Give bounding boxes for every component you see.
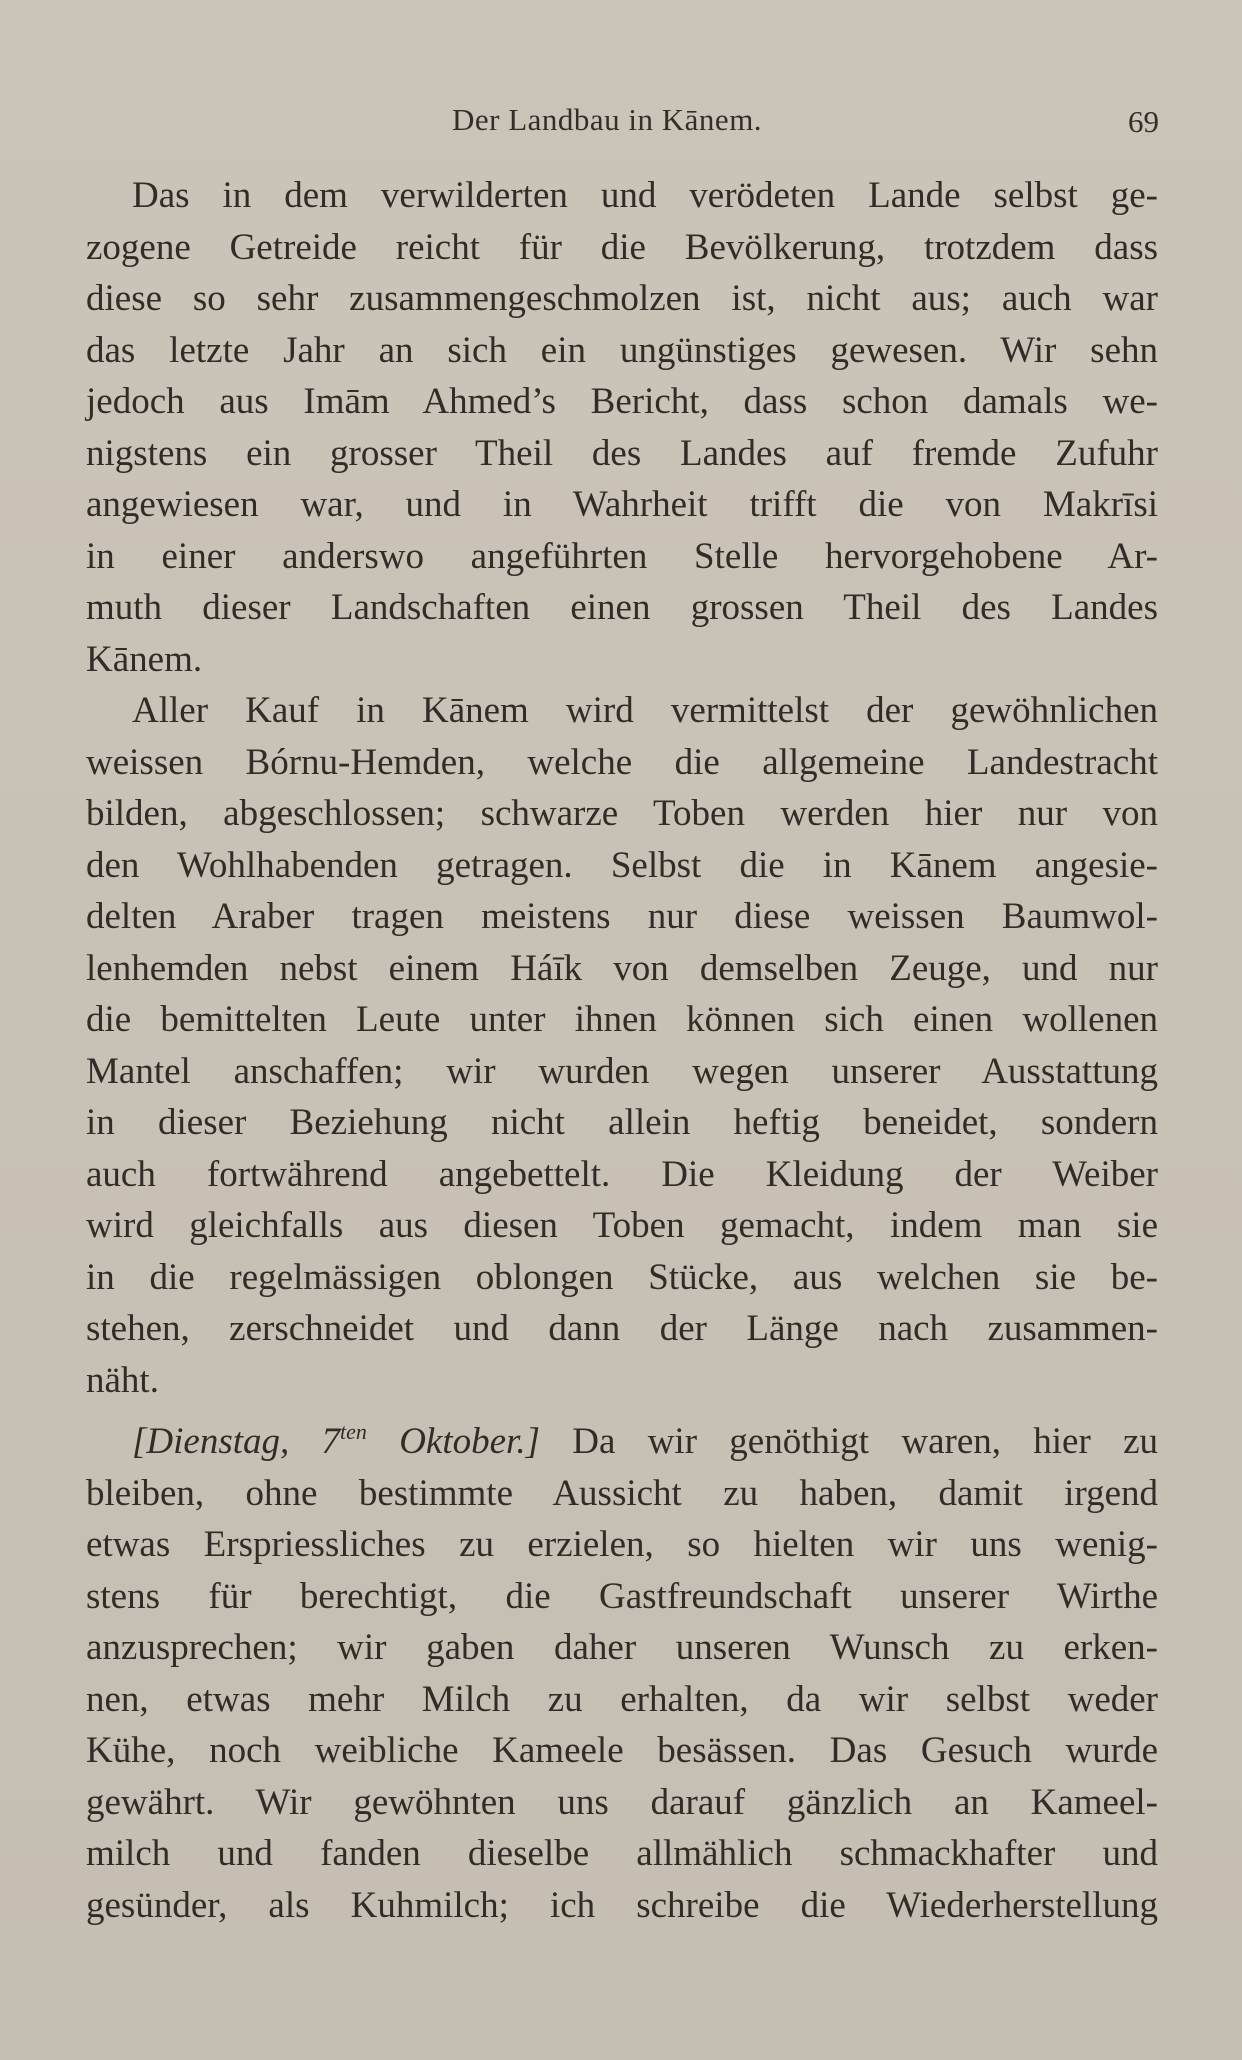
text-line: zogene Getreide reicht für die Bevölkerung, trotzdem dass [86, 226, 1158, 268]
running-title: Der Landbau in Kānem. [452, 102, 763, 137]
text-line: Aller Kauf in Kānem wird vermittelst der gewöhnlichen [132, 690, 1158, 731]
text-line: auch fortwährend angebettelt. Die Kleidung der Weiber [86, 1153, 1158, 1195]
text-line: das letzte Jahr an sich ein ungünstiges gewesen. Wir sehn [86, 329, 1158, 371]
paragraph-1 [86, 170, 1158, 685]
text-line: diese so sehr zusammengeschmolzen ist, nicht aus; auch war [86, 278, 1158, 319]
text-line: in dieser Beziehung nicht allein heftig beneidet, sondern [86, 1102, 1158, 1143]
text-line: wird gleichfalls aus diesen Toben gemacht, indem man sie [86, 1205, 1158, 1246]
text-line: näht. [86, 1359, 159, 1401]
text-line: jedoch aus Imām Ahmed’s Bericht, dass schon damals we- [86, 381, 1158, 422]
page-number: 69 [1128, 104, 1159, 139]
text-line: nen, etwas mehr Milch zu erhalten, da wir selbst weder [86, 1678, 1158, 1720]
text-line: bleiben, ohne bestimmte Aussicht zu haben, damit irgend [86, 1472, 1158, 1514]
text-line: in einer anderswo angeführten Stelle hervorgehobene Ar- [86, 535, 1158, 577]
text-line: lenhemden nebst einem Háīk von demselben Zeuge, und nur [86, 947, 1158, 989]
date-note: [Dienstag, $7^{ten}$ Oktober.] [132, 1419, 540, 1462]
text-line: bilden, abgeschlossen; schwarze Toben werden hier nur von [86, 793, 1158, 834]
text-line: Das in dem verwilderten und verödeten Lande selbst ge- [132, 175, 1158, 216]
text-line: anzusprechen; wir gaben daher unseren Wunsch zu erken- [86, 1627, 1158, 1668]
text-line: muth dieser Landschaften einen grossen Theil des Landes [86, 587, 1158, 628]
text-line: weissen Bórnu-Hemden, welche die allgemeine Landestracht [86, 741, 1158, 783]
text-line: die bemittelten Leute unter ihnen können sich einen wollenen [86, 999, 1158, 1040]
text-line: Kānem. [86, 638, 203, 680]
text-line: stehen, zerschneidet und dann der Länge nach zusammen- [86, 1308, 1158, 1349]
text-line: nigstens ein grosser Theil des Landes auf fremde Zufuhr [86, 432, 1158, 474]
body-text [86, 170, 1158, 1931]
text-line: Kühe, noch weibliche Kameele besässen. Das Gesuch wurde [86, 1730, 1158, 1771]
paragraph-2 [86, 685, 1158, 1406]
text-line: Mantel anschaffen; wir wurden wegen unserer Ausstattung [86, 1050, 1158, 1092]
text-line: etwas Erspriessliches zu erzielen, so hielten wir uns wenig- [86, 1524, 1158, 1565]
text-line: stens für berechtigt, die Gastfreundschaft unserer Wirthe [86, 1575, 1158, 1617]
text-line: in die regelmässigen oblongen Stücke, aus welchen sie be- [86, 1256, 1158, 1298]
text-line: den Wohlhabenden getragen. Selbst die in Kānem angesie- [86, 844, 1158, 886]
running-head [0, 102, 1242, 142]
text-line: gesünder, als Kuhmilch; ich schreibe die Wiederherstellung [86, 1884, 1158, 1926]
text-line: angewiesen war, und in Wahrheit trifft die von Makrīsi [86, 484, 1158, 525]
paragraph-3 [86, 1406, 1158, 1931]
text-line: gewährt. Wir gewöhnten uns darauf gänzlich an Kameel- [86, 1781, 1158, 1823]
text-line: milch und fanden dieselbe allmählich schmackhafter und [86, 1833, 1158, 1874]
text-line: [Dienstag, $7^{ten}$ Oktober.] Da wir genöthigt waren, hier zu [132, 1419, 1158, 1462]
text-line: delten Araber tragen meistens nur diese weissen Baumwol- [86, 896, 1158, 937]
